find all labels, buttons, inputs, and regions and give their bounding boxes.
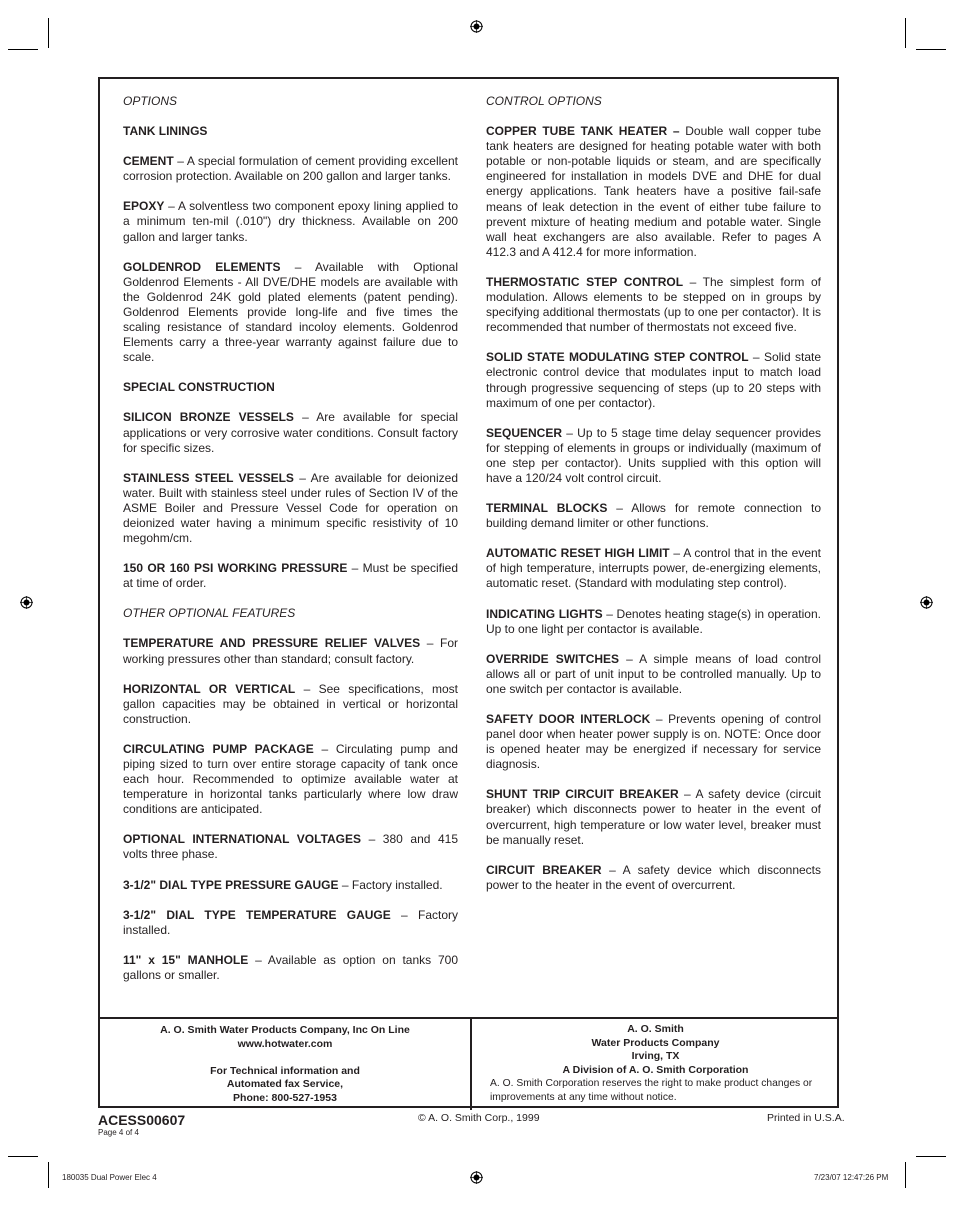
document-code: ACESS00607 [98,1112,186,1128]
option-item [123,260,458,366]
section-heading: CONTROL OPTIONS [486,94,602,108]
right-column [486,94,821,908]
option-item [123,878,458,893]
option-item [486,501,821,531]
crop-mark [48,18,49,48]
slug-filename: 180035 Dual Power Elec 4 [62,1173,157,1182]
option-item [123,636,458,666]
option-title: INDICATING LIGHTS [486,606,603,621]
option-title: 3-1/2" DIAL TYPE PRESSURE GAUGE [123,877,339,892]
option-item [486,863,821,893]
option-description: – Allows for remote connection to building demand limiter or other functions. [486,501,822,531]
option-description: – See specifications, most gallon capacities may be obtained in vertical or horizontal construction. [123,681,458,726]
option-title: CEMENT [123,154,174,169]
option-description: – Solid state electronic control device that modulates input to match load through progressive sequencing of steps (up to 20 steps with maximum of one per contactor). [486,350,821,410]
footer-company: A. O. Smith Water Products Company, Inc On Line [160,1024,410,1036]
footer-disclaimer: A. O. Smith Corporation reserves the right to make product changes or improvements at any time without notice. [490,1078,813,1103]
option-description: – For working pressures other than standard; consult factory. [123,636,458,666]
footer-company-line: A. O. Smith [627,1023,684,1035]
footer-company-info [474,1019,837,1110]
footer-tech-line: For Technical information and [210,1064,360,1077]
option-title: SHUNT TRIP CIRCUIT BREAKER [486,787,679,802]
option-title: STAINLESS STEEL VESSELS [123,470,294,485]
option-item [123,410,458,455]
option-description: – A solventless two component epoxy lining applied to a minimum ten-mil (.010") dry thickness. Available on 200 gallon and larger tanks. [123,199,458,244]
option-description: – A control that in the event of high temperature, interrupts power, de-energizing elements, automatic reset. (Standard with modulating step control). [486,546,821,591]
slug-datetime: 7/23/07 12:47:26 PM [814,1173,889,1182]
option-item [123,953,458,983]
option-description: – Factory installed. [338,877,443,892]
option-title: COPPER TUBE TANK HEATER – [486,124,680,139]
option-title: SILICON BRONZE VESSELS [123,410,294,425]
option-item [123,199,458,244]
content-frame [98,77,839,1108]
footer-tech-line: Automated fax Service, [226,1078,344,1090]
crop-mark [905,1162,906,1188]
footer-company-line: A Division of A. O. Smith Corporation [562,1063,749,1076]
option-title: TERMINAL BLOCKS [486,501,608,516]
option-description: – 380 and 415 volts three phase. [123,832,458,862]
printed-in: Printed in U.S.A. [767,1112,845,1124]
option-item [486,787,821,847]
registration-mark-icon [470,20,483,33]
option-description: Double wall copper tube tank heaters are designed for heating potable water with both potable or non-potable liquids or steam, and are specifically engineered for installation in models DVE and DHE for dual energy applications. Tank heaters have a positive fail-safe means of leak detection in the event of either tube failure to prevent mixture of heating medium and potable water. Single wall heat exchangers are also available. Refer to pages A 412.3 and A 412.4 for more information. [486,124,821,259]
option-description: – Are available for deionized water. Built with stainless steel under rules of Section IV of the ASME Boiler and Pressure Vessel Code for operation on deionized water having a minimum specific resistivity of 10 megohm/cm. [123,470,458,546]
footer-phone: Phone: 800-527-1953 [233,1091,337,1104]
option-item [486,652,821,697]
option-title: AUTOMATIC RESET HIGH LIMIT [486,546,670,561]
option-item [123,124,458,139]
left-column [123,94,458,998]
option-item [123,742,458,817]
option-title: 3-1/2" DIAL TYPE TEMPERATURE GAUGE [123,907,391,922]
left-items [123,124,458,591]
crop-mark [48,1162,49,1188]
footer-company-line: Irving, TX [631,1050,680,1062]
option-item [123,908,458,938]
left-items-2 [123,636,458,983]
option-description: – A special formulation of cement providing excellent corrosion protection. Available on 200 gallon and larger tanks. [123,154,458,184]
crop-mark [8,49,38,50]
option-item [123,832,458,862]
option-description: – Circulating pump and piping sized to turn over entire storage capacity of tank once each hour. Recommended to optimize available water at temperature in horizontal tanks particularly where low draw conditions are anticipated. [123,741,458,817]
option-title: OVERRIDE SWITCHES [486,651,620,666]
section-heading: OPTIONS [123,94,178,108]
option-item [486,546,821,591]
crop-mark [916,49,946,50]
footer-company-line: Water Products Company [591,1036,720,1049]
option-title: SEQUENCER [486,425,563,440]
option-description: – Are available for special applications or very corrosive water conditions. Consult factory for specific sizes. [123,410,458,455]
option-description: – A simple means of load control allows all or part of unit input to be controlled manually. Up to one switch per contactor is available. [486,651,821,696]
option-description: – Available as option on tanks 700 gallons or smaller. [123,952,458,982]
option-title: TEMPERATURE AND PRESSURE RELIEF VALVES [123,636,421,651]
option-description: – A safety device which disconnects power to the heater in the event of overcurrent. [486,862,821,892]
option-description: – Must be specified at time of order. [123,561,458,591]
option-description: – Denotes heating stage(s) in operation. Up to one light per contactor is available. [486,606,821,636]
option-item [123,561,458,591]
option-description: – A safety device (circuit breaker) which disconnects power to heater in the event of overcurrent, high temperature or low water level, breaker must be manually reset. [486,787,822,847]
option-description: – Available with Optional Goldenrod Elements - All DVE/DHE models are available with the Goldenrod 24K gold plated elements (patent pending). Goldenrod Elements provide long-life and five times the scaling resistance of standard incoloy elements. Goldenrod Elements carry a three-year warranty against failure due to scale. [123,259,458,365]
crop-mark [8,1156,38,1157]
option-description: – Factory installed. [123,907,458,937]
option-title: 11" x 15" MANHOLE [123,952,249,967]
option-title: HORIZONTAL OR VERTICAL [123,681,296,696]
option-item [123,471,458,546]
copyright: © A. O. Smith Corp., 1999 [418,1112,540,1124]
footer-box [100,1017,837,1110]
option-item [486,350,821,410]
footer-website[interactable]: www.hotwater.com [237,1037,333,1050]
option-title: THERMOSTATIC STEP CONTROL [486,274,684,289]
registration-mark-icon [20,596,33,609]
option-title: CIRCULATING PUMP PACKAGE [123,741,314,756]
page-number: Page 4 of 4 [98,1128,139,1137]
option-title: OPTIONAL INTERNATIONAL VOLTAGES [123,832,362,847]
right-items [486,124,821,893]
option-description: – Up to 5 stage time delay sequencer provides for stepping of elements in groups or individually (maximum of one step per contactor). Units supplied with this option will have a 120/24 volt control circuit. [486,425,821,485]
option-title: SOLID STATE MODULATING STEP CONTROL [486,350,749,365]
option-item [486,426,821,486]
section-heading: OTHER OPTIONAL FEATURES [123,606,296,621]
footer-contact [100,1019,472,1110]
option-title: SPECIAL CONSTRUCTION [123,380,275,395]
option-description: – The simplest form of modulation. Allows elements to be stepped on in groups by specifying additional thermostats (up to one per contactor). It is recommended that number of thermostats not exceed five. [486,274,821,335]
crop-mark [905,18,906,48]
registration-mark-icon [920,596,933,609]
crop-mark [916,1156,946,1157]
option-item [486,712,821,772]
option-item [123,154,458,184]
option-title: CIRCUIT BREAKER [486,862,602,877]
option-item [486,607,821,637]
registration-mark-icon [470,1171,483,1184]
option-title: EPOXY [123,199,165,214]
option-item [486,124,821,260]
option-title: TANK LININGS [123,124,208,139]
option-title: SAFETY DOOR INTERLOCK [486,712,651,726]
option-description: – Prevents opening of control panel door when heater power supply is on. NOTE: Once door is opened heater may be energized if necessary for service diagnosis. [486,712,821,772]
option-item [123,380,458,395]
option-title: GOLDENROD ELEMENTS [123,259,281,274]
option-item [123,682,458,727]
option-title: 150 OR 160 PSI WORKING PRESSURE [123,561,348,576]
option-item [486,275,821,335]
